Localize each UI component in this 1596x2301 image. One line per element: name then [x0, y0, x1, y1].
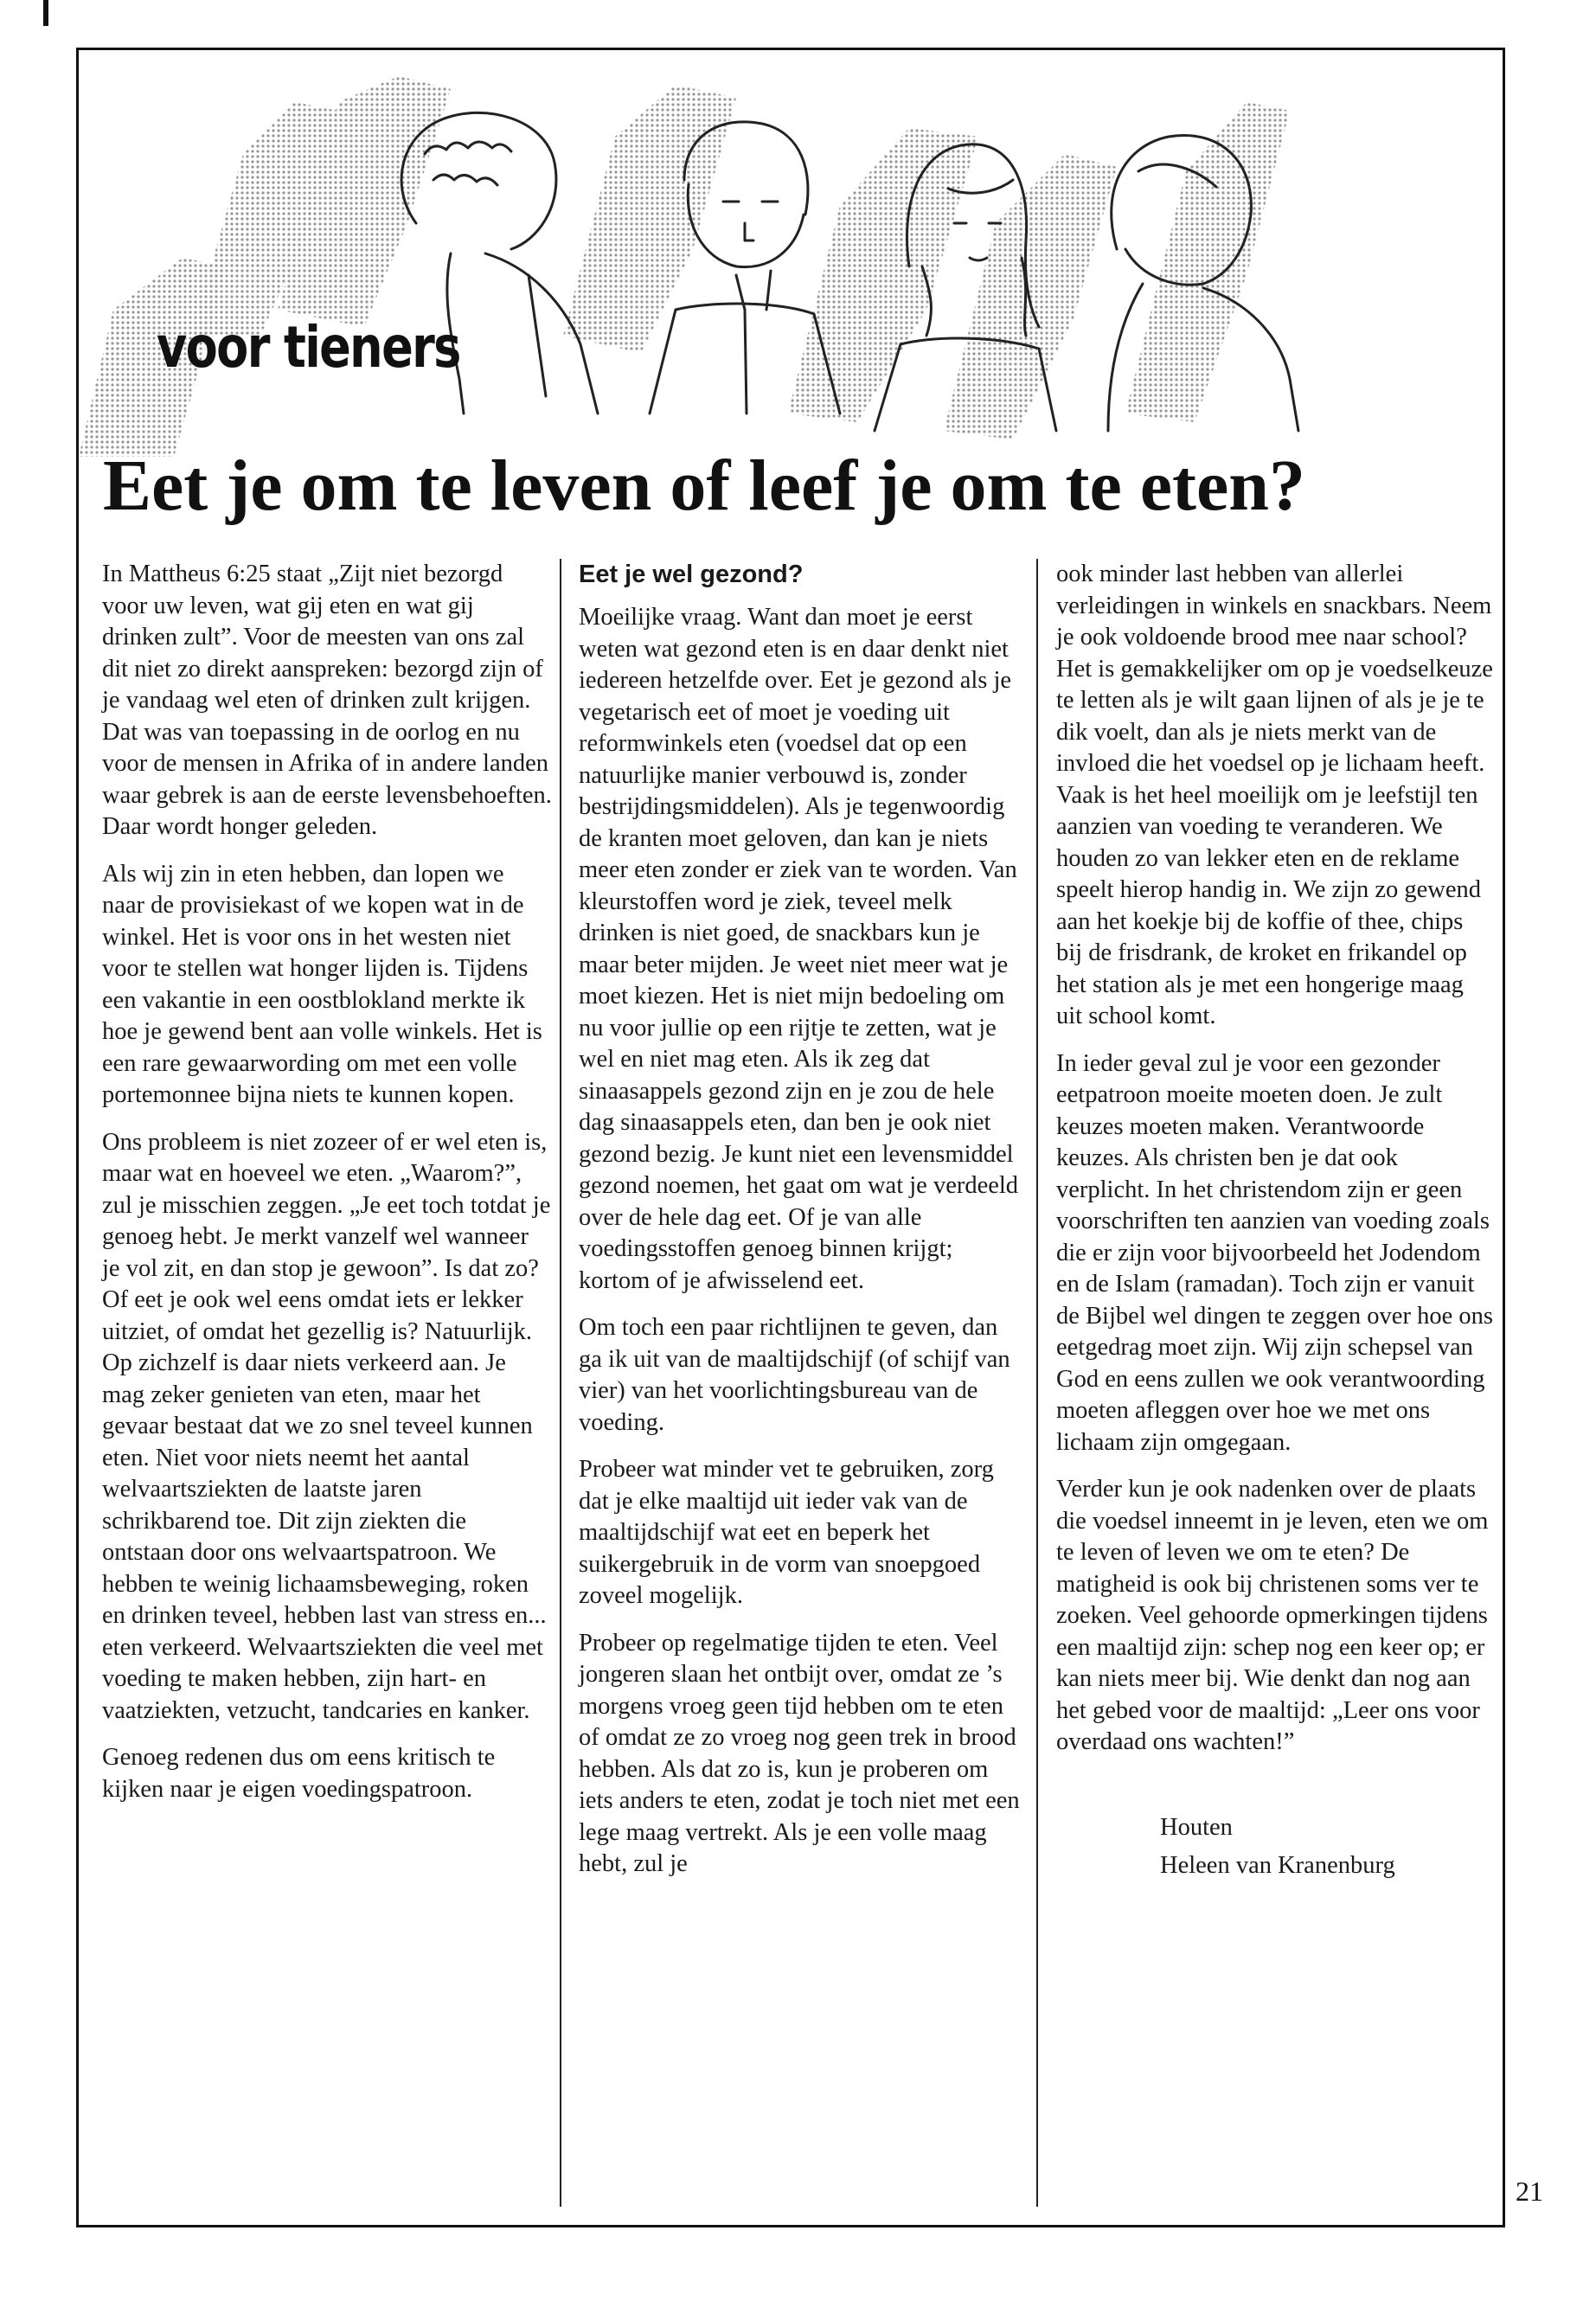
paragraph: In ieder geval zul je voor een gezonder eetpatroon moeite moeten doen. Je zult keuzes moeten maken. Verantwoorde keuzes. Als christen ben je dat ook verplicht. In het christendom zijn er geen voorschriften ten aanzien van voeding zoals die er zijn voor bijvoorbeeld het Jodendom en de Islam (ramadan). Toch zijn er vanuit de Bijbel wel dingen te zeggen over hoe ons eetgedrag moet zijn. Wij zijn schepsel van God en eens zullen we ook verantwoording moeten afleggen over hoe we met ons lichaam zijn omgegaan.	[1056, 1049, 1493, 1456]
teenagers-illustration	[79, 50, 1503, 457]
text-column-1	[102, 559, 552, 2202]
paragraph: Probeer op regelmatige tijden te eten. Veel jongeren slaan het ontbijt over, omdat ze ’s morgens vroeg geen tijd hebben om te eten of omdat ze zo vroeg nog geen trek in brood hebben. Als dat zo is, kun je proberen om iets anders te eten, zodat je toch niet met een lege maag vertrekt. Als je een volle maag hebt, zul je	[579, 1629, 1020, 1877]
paragraph: Verder kun je ook nadenken over de plaats die voedsel inneemt in je leven, eten we om te leven of leven we om te eten? De matigheid is ook bij christenen soms ver te zoeken. Veel gehoorde opmerkingen tijdens een maaltijd zijn: schep nog een keer op; er kan niets meer bij. Wie denkt dan nog aan het gebed voor de maaltijd: „Leer ons voor overdaad ons wachten!”	[1056, 1476, 1489, 1755]
signature-place: Houten	[1160, 1813, 1233, 1841]
text-column-2	[579, 559, 1024, 2202]
paragraph: ook minder last hebben van allerlei verleidingen in winkels en snackbars. Neem je ook voldoende brood mee naar school? Het is gemakkelijker om op je voedselkeuze te letten als je wilt gaan lijnen of als je je te dik voelt, dan als je niets merkt van de invloed die het voedsel op je lichaam heeft. Vaak is het heel moeilijk om je leefstijl ten aanzien van voeding te veranderen. We houden zo van lekker eten en de reklame speelt hierop handig in. We zijn zo gewend aan het koekje bij de koffie of thee, chips bij de frisdrank, de kroket en frikandel op het station als je met een hongerige maag uit school komt.	[1056, 561, 1493, 1029]
paragraph: Als wij zin in eten hebben, dan lopen we naar de provisiekast of we kopen wat in de winkel. Het is voor ons in het westen niet voor te stellen wat honger lijden is. Tijdens een vakantie in een oostblokland merkte ik hoe je gewend bent aan volle winkels. Het is een rare gewaarwording om met een volle portemonnee bijna niets te kunnen kopen.	[102, 860, 542, 1108]
section-label: voor tieners	[157, 314, 460, 381]
paragraph: Om toch een paar richtlijnen te geven, dan ga ik uit van de maaltijdschijf (of schijf van vier) van het voorlichtingsbureau van de voeding.	[579, 1314, 1010, 1436]
signature-author: Heleen van Kranenburg	[1160, 1851, 1395, 1879]
column-divider	[560, 559, 561, 2207]
article-frame	[76, 48, 1505, 2227]
paragraph: In Mattheus 6:25 staat „Zijt niet bezorgd voor uw leven, wat gij eten en wat gij drinken zult”. Voor de meesten van ons zal dit niet zo direkt aanspreken: bezorgd zijn of je vandaag wel eten of drinken zult krijgen. Dat was van toepassing in de oorlog en nu voor de mensen in Afrika of in andere landen waar gebrek is aan de eerste levensbehoeften. Daar wordt honger geleden.	[102, 561, 552, 840]
author-signature	[1056, 1809, 1493, 1885]
paragraph: Ons probleem is niet zozeer of er wel eten is, maar wat en hoeveel we eten. „Waarom?”, zul je misschien zeggen. „Je eet toch totdat je genoeg hebt. Je merkt vanzelf wel wanneer je vol zit, en dan stop je gewoon”. Is dat zo? Of eet je ook wel eens omdat iets er lekker uitziet, of omdat het gezellig is? Natuurlijk. Op zichzelf is daar niets verkeerd aan. Je mag zeker genieten van eten, maar het gevaar bestaat dat we zo snel teveel kunnen eten. Niet voor niets neemt het aantal welvaartsziekten de laatste jaren schrikbarend toe. Dit zijn ziekten die ontstaan door ons welvaartspatroon. We hebben te weinig lichaamsbeweging, roken en drinken teveel, hebben last van stress en... eten verkeerd. Welvaartsziekten die veel met voeding te maken hebben, zijn hart- en vaatziekten, vetzucht, tandcaries en kanker.	[102, 1128, 551, 1724]
page-number: 21	[1516, 2176, 1543, 2207]
subheading: Eet je wel gezond?	[579, 561, 804, 588]
margin-rule	[43, 0, 48, 26]
text-column-3	[1056, 559, 1493, 2202]
paragraph: Moeilijke vraag. Want dan moet je eerst weten wat gezond eten is en daar denkt niet iedereen hetzelfde over. Eet je gezond als je vegetarisch eet of moet je voeding uit reformwinkels eten (voedsel dat op een natuurlijke manier verbouwd is, zonder bestrijdingsmiddelen). Als je tegenwoordig de kranten moet geloven, dan kan je niets meer eten zonder er ziek van te worden. Van kleurstoffen word je ziek, teveel melk drinken is niet goed, de snackbars kun je maar beter mijden. Je weet niet meer wat je moet kiezen. Het is niet mijn bedoeling om nu voor jullie op een rijtje te zetten, wat je wel en niet mag eten. Als ik zeg dat sinaasappels gezond zijn en je zou de hele dag sinaasappels eten, dan ben je ook niet gezond bezig. Je kunt niet een levensmiddel gezond noemen, het gaat om wat je verdeeld over de hele dag eet. Of je van alle voedingsstoffen genoeg binnen krijgt; kortom of je afwisselend eet.	[579, 604, 1019, 1294]
paragraph: Probeer wat minder vet te gebruiken, zorg dat je elke maaltijd uit ieder vak van de maaltijdschijf wat eet en beperk het suikergebruik in de vorm van snoepgoed zoveel mogelijk.	[579, 1456, 994, 1609]
paragraph: Genoeg redenen dus om eens kritisch te kijken naar je eigen voedingspatroon.	[102, 1744, 496, 1803]
column-divider	[1036, 559, 1038, 2207]
article-headline: Eet je om te leven of leef je om te eten?	[103, 445, 1305, 526]
